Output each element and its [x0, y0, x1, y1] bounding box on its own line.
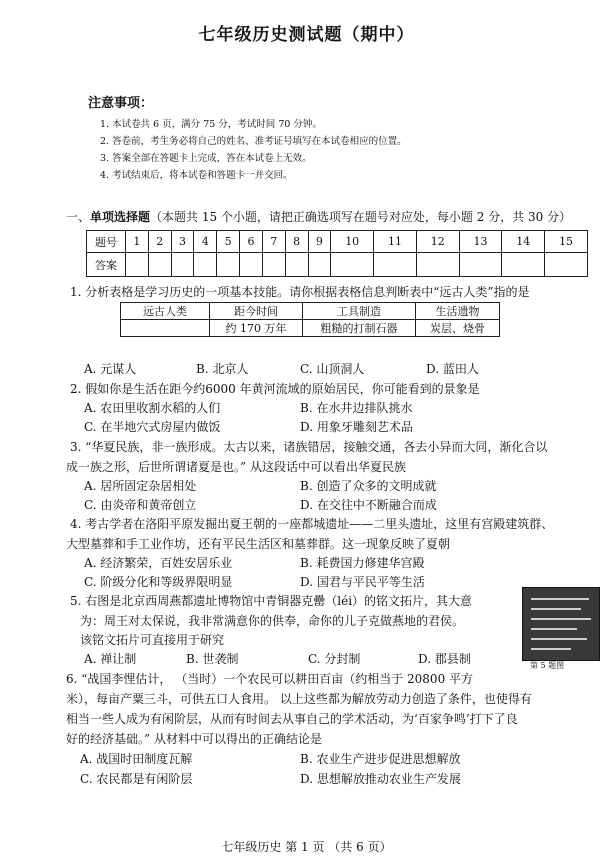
answer-grid-number: 3: [171, 231, 194, 253]
answer-cell[interactable]: [126, 253, 149, 277]
q1-table-header: 远古人类: [121, 303, 210, 320]
question-4-stem: 大型墓葬和手工业作坊，还有平民生活区和墓葬群。这一现象反映了夏朝: [66, 537, 451, 551]
answer-grid-label: 答案: [87, 253, 126, 277]
answer-cell[interactable]: [502, 253, 545, 277]
notes-heading: 注意事项：: [88, 96, 154, 111]
answer-grid-number: 14: [502, 231, 545, 253]
section-name: 单项选择题: [90, 210, 151, 224]
q1-table-header: 距今时间: [210, 303, 303, 320]
question-4-stem: 4. 考古学者在洛阳平原发掘出夏王朝的一座都城遗址——二里头遗址，这里有宫殿建筑群、: [70, 517, 554, 531]
question-1-stem: 1. 分析表格是学习历史的一项基本技能。请你根据表格信息判断表中“远古人类”指的是: [70, 285, 530, 299]
image-caption: 第 5 题图: [530, 661, 565, 670]
answer-cell[interactable]: [148, 253, 171, 277]
q1-option-d: D. 蓝田人: [426, 362, 479, 376]
q3-option-a: A. 居所固定杂居相处: [84, 479, 197, 493]
answer-cell[interactable]: [331, 253, 374, 277]
q1-table-cell: 炭层、烧骨: [416, 320, 500, 337]
answer-cell[interactable]: [262, 253, 285, 277]
q6-option-c: C. 农民都是有闲阶层: [80, 772, 193, 786]
answer-cell[interactable]: [416, 253, 459, 277]
answer-cell[interactable]: [459, 253, 502, 277]
note-item: 2. 答卷前，考生务必将自己的姓名、准考证号填写在本试卷相应的位置。: [100, 136, 407, 147]
note-item: 1. 本试卷共 6 页，满分 75 分，考试时间 70 分钟。: [100, 119, 322, 130]
question-5-stem: 该铭文拓片可直接用于研究: [80, 633, 225, 647]
q1-table-header: 工具制造: [303, 303, 416, 320]
q1-option-c: C. 山顶洞人: [300, 362, 365, 376]
answer-grid-number: 12: [416, 231, 459, 253]
q2-option-a: A. 农田里收割水稻的人们: [84, 401, 221, 415]
q4-option-d: D. 国君与平民平等生活: [300, 575, 425, 589]
answer-cell[interactable]: [545, 253, 588, 277]
page-footer: 七年级历史 第 1 页 （共 6 页）: [221, 840, 392, 854]
answer-grid-number: 13: [459, 231, 502, 253]
q2-option-b: B. 在水井边排队挑水: [300, 401, 413, 415]
answer-grid-number: 9: [308, 231, 331, 253]
q6-option-b: B. 农业生产进步促进思想解放: [300, 752, 461, 766]
q1-table-row: [121, 320, 500, 337]
question-6-stem: 6. “战国李悝估计， （当时）一个农民可以耕田百亩（约相当于 20800 平方: [66, 672, 474, 686]
answer-grid-number: 6: [240, 231, 263, 253]
question-6-stem: 相当一些人成为有闲阶层，从而有时间去从事自己的学术活动，为‘百家争鸣’打下了良: [66, 712, 518, 726]
q5-option-b: B. 世袭制: [186, 652, 239, 666]
answer-grid-number: 5: [217, 231, 240, 253]
answer-grid: [86, 230, 588, 277]
q4-option-a: A. 经济繁荣，百姓安居乐业: [84, 556, 233, 570]
q1-table-cell: 约 170 万年: [210, 320, 303, 337]
q6-option-d: D. 思想解放推动农业生产发展: [300, 772, 461, 786]
question-5-stem: 为：周王对太保说，我非常满意你的供奉，命你的儿子克做燕地的君侯。: [80, 614, 465, 628]
question-6-stem: 好的经济基础。” 从材料中可以得出的正确结论是: [66, 732, 322, 746]
question-1-table: [120, 302, 500, 337]
q3-option-d: D. 在交往中不断融合而成: [300, 498, 437, 512]
answer-cell[interactable]: [308, 253, 331, 277]
question-6-stem: 米），每亩产粟三斗，可供五口人食用。 以上这些都为解放劳动力创造了条件，也使得有: [66, 692, 532, 706]
answer-cell[interactable]: [374, 253, 417, 277]
answer-grid-number: 15: [545, 231, 588, 253]
page-title: 七年级历史测试题（期中）: [198, 25, 415, 45]
question-2-stem: 2. 假如你是生活在距今约6000 年黄河流域的原始居民，你可能看到的景象是: [70, 382, 480, 396]
q3-option-b: B. 创造了众多的文明成就: [300, 479, 437, 493]
q5-option-c: C. 分封制: [308, 652, 361, 666]
q1-option-b: B. 北京人: [196, 362, 249, 376]
q2-option-c: C. 在半地穴式房屋内做饭: [84, 420, 221, 434]
answer-cell[interactable]: [240, 253, 263, 277]
section-heading: [66, 208, 571, 225]
section-number: 一、: [66, 210, 91, 224]
answer-grid-number: 10: [331, 231, 374, 253]
answer-grid-answer-row: [87, 253, 588, 277]
q4-option-c: C. 阶级分化和等级界限明显: [84, 575, 233, 589]
q1-table-header: 生活遗物: [416, 303, 500, 320]
q1-option-a: A. 元谋人: [84, 362, 137, 376]
q5-option-d: D. 郡县制: [418, 652, 471, 666]
question-3-stem: 成一族之形，后世所谓诸夏是也。” 从这段话中可以看出华夏民族: [66, 460, 406, 474]
q3-option-c: C. 由炎帝和黄帝创立: [84, 498, 197, 512]
answer-cell[interactable]: [171, 253, 194, 277]
answer-grid-number: 8: [285, 231, 308, 253]
q2-option-d: D. 用象牙雕刻艺术品: [300, 420, 413, 434]
answer-grid-number: 1: [126, 231, 149, 253]
note-item: 4. 考试结束后，将本试卷和答题卡一并交回。: [100, 170, 293, 181]
q6-option-a: A. 战国时田制度瓦解: [80, 752, 193, 766]
q4-option-b: B. 耗费国力修建华宫殿: [300, 556, 425, 570]
answer-cell[interactable]: [217, 253, 240, 277]
question-5-stem: 5. 右图是北京西周燕都遗址博物馆中青铜器克罍（léi）的铭文拓片，其大意: [70, 594, 473, 608]
section-description: （本题共 15 个小题，请把正确选项写在题号对应处，每小题 2 分，共 30 分）: [150, 210, 572, 224]
answer-grid-number: 7: [262, 231, 285, 253]
inscription-rubbing-image: [522, 587, 600, 661]
answer-cell[interactable]: [285, 253, 308, 277]
q1-table-cell: [121, 320, 210, 337]
answer-grid-label: 题号: [87, 231, 126, 253]
answer-grid-number: 4: [194, 231, 217, 253]
q1-table-cell: 粗糙的打制石器: [303, 320, 416, 337]
answer-grid-number: 11: [374, 231, 417, 253]
question-3-stem: 3. “华夏民族，非一族形成。太古以来，诸族错居，接触交通，各去小异而大同，渐化合以: [70, 440, 548, 454]
q5-option-a: A. 禅让制: [84, 652, 137, 666]
answer-grid-number: 2: [148, 231, 171, 253]
q1-table-header-row: [121, 303, 500, 320]
answer-grid-number-row: [87, 231, 588, 253]
note-item: 3. 答案全部在答题卡上完成，答在本试卷上无效。: [100, 153, 312, 164]
answer-cell[interactable]: [194, 253, 217, 277]
